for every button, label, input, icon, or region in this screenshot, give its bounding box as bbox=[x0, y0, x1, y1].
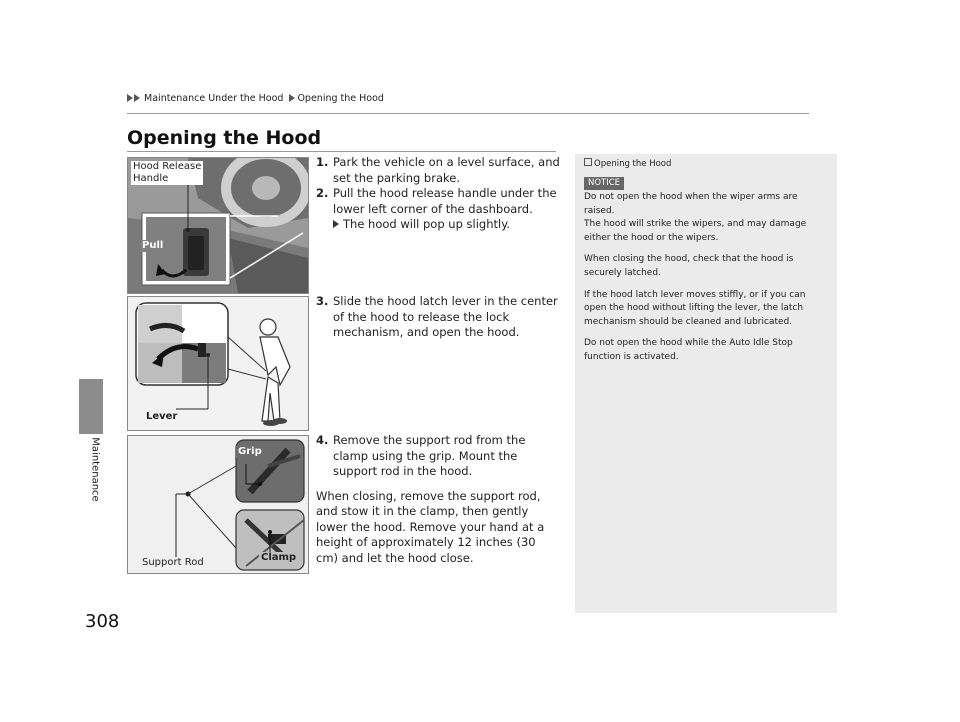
result-text: The hood will pop up slightly. bbox=[343, 217, 511, 231]
step-number: 4. bbox=[316, 433, 329, 447]
step-number: 3. bbox=[316, 294, 329, 308]
step-group-4 bbox=[316, 433, 561, 566]
step-text: Pull the hood release handle under the lower left corner of the dashboard. bbox=[333, 186, 557, 216]
breadcrumb-arrow-icon bbox=[134, 94, 140, 102]
chapter-label bbox=[85, 434, 99, 514]
step-2 bbox=[316, 186, 561, 217]
page-title: Opening the Hood bbox=[127, 127, 322, 149]
breadcrumb-arrow-icon bbox=[289, 94, 295, 102]
step-group-3 bbox=[316, 294, 561, 341]
note-heading bbox=[584, 158, 671, 169]
label-grip: Grip bbox=[238, 446, 262, 457]
notice-badge: NOTICE bbox=[584, 177, 624, 190]
note-paragraph: If the hood latch lever moves stiffly, or if you can open the hood without lifting the lever, the latch mechanism should be cleaned and lubricated. bbox=[584, 289, 806, 327]
note-paragraph: Do not open the hood when the wiper arms are raised. The hood will strike the wipers, and may damage either the hood or the wipers. bbox=[584, 192, 807, 243]
breadcrumb bbox=[127, 93, 384, 104]
step-4 bbox=[316, 433, 561, 480]
step-1 bbox=[316, 155, 561, 186]
step-group-1-2 bbox=[316, 155, 561, 233]
closing-paragraph: When closing, remove the support rod, and stow it in the clamp, then gently lower the hood. Remove your hand at a height of approximately 12 inches (30 cm) and let the hood close. bbox=[316, 488, 545, 565]
breadcrumb-section[interactable]: Maintenance Under the Hood bbox=[144, 93, 284, 104]
step-text: Remove the support rod from the clamp using the grip. Mount the support rod in the hood. bbox=[333, 433, 526, 478]
chapter-tab bbox=[79, 379, 103, 434]
label-clamp: Clamp bbox=[261, 552, 297, 563]
step-text: Slide the hood latch lever in the center of the hood to release the lock mechanism, and open the hood. bbox=[333, 294, 558, 339]
label-support-rod: Support Rod bbox=[142, 557, 204, 568]
figure-hood-latch bbox=[127, 296, 309, 431]
step-2-result bbox=[316, 217, 561, 233]
note-heading-text: Opening the Hood bbox=[594, 159, 672, 169]
header-divider bbox=[127, 113, 809, 114]
note-marker-icon bbox=[584, 158, 592, 166]
breadcrumb-arrow-icon bbox=[127, 94, 133, 102]
chapter-label-text: Maintenance bbox=[89, 437, 101, 502]
result-arrow-icon bbox=[333, 220, 339, 228]
label-lever: Lever bbox=[146, 411, 178, 422]
title-divider bbox=[127, 151, 556, 152]
note-body bbox=[584, 191, 824, 373]
side-note bbox=[575, 154, 837, 613]
figure-support-rod bbox=[127, 435, 309, 574]
step-3 bbox=[316, 294, 561, 341]
note-paragraph: Do not open the hood while the Auto Idle Stop function is activated. bbox=[584, 338, 793, 362]
label-pull: Pull bbox=[142, 240, 164, 251]
step-number: 2. bbox=[316, 186, 329, 200]
step-number: 1. bbox=[316, 155, 329, 169]
step-text: Park the vehicle on a level surface, and set the parking brake. bbox=[333, 155, 560, 185]
page-number: 308 bbox=[85, 611, 120, 632]
note-paragraph: When closing the hood, check that the hood is securely latched. bbox=[584, 254, 794, 278]
figure-hood-release bbox=[127, 157, 309, 294]
breadcrumb-page[interactable]: Opening the Hood bbox=[297, 93, 384, 104]
label-hood-release-handle: Hood Release Handle bbox=[133, 161, 202, 184]
